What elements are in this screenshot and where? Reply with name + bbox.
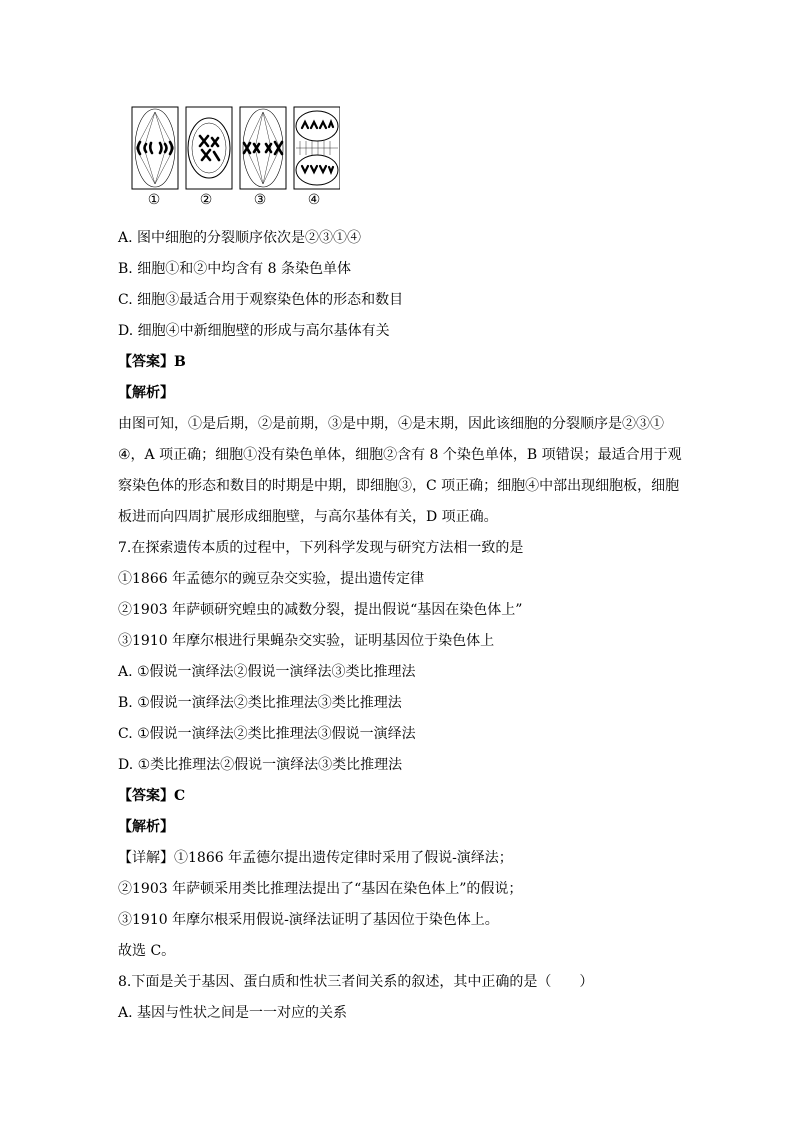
q7-option-b: B. ①假说一演绎法②类比推理法③类比推理法 [118, 695, 402, 711]
q7-analysis-title: 【解析】 [118, 819, 174, 835]
q6-analysis-line-2: ④，A 项正确；细胞①没有染色单体，细胞②含有 8 个染色单体，B 项错误；最适合用于观 [118, 447, 682, 463]
q6-option-d: D. 细胞④中新细胞壁的形成与高尔基体有关 [118, 323, 390, 339]
q6-option-c: C. 细胞③最适合用于观察染色体的形态和数目 [118, 292, 404, 308]
q7-analysis-line-4: 故选 C。 [118, 943, 176, 959]
q7-answer: 【答案】C [118, 788, 186, 804]
figure-label-1: ① [147, 192, 161, 208]
q7-option-c: C. ①假说一演绎法②类比推理法③假说一演绎法 [118, 726, 416, 742]
q7-item-3: ③1910 年摩尔根进行果蝇杂交实验，证明基因位于染色体上 [118, 633, 495, 649]
cell-division-figure [130, 106, 340, 208]
q6-analysis-line-4: 板进而向四周扩展形成细胞壁，与高尔基体有关，D 项正确。 [118, 509, 498, 525]
q7-item-2: ②1903 年萨顿研究蝗虫的减数分裂，提出假说“基因在染色体上” [118, 602, 523, 618]
q6-option-b: B. 细胞①和②中均含有 8 条染色单体 [118, 261, 351, 277]
q7-stem: 7.在探索遗传本质的过程中，下列科学发现与研究方法相一致的是 [118, 540, 524, 556]
q8-option-a: A. 基因与性状之间是一一对应的关系 [118, 1005, 348, 1021]
q7-analysis-line-2: ②1903 年萨顿采用类比推理法提出了“基因在染色体上”的假说； [118, 881, 523, 897]
q6-option-a: A. 图中细胞的分裂顺序依次是②③①④ [118, 230, 362, 246]
q7-analysis-line-3: ③1910 年摩尔根采用假说-演绎法证明了基因位于染色体上。 [118, 912, 499, 928]
q6-analysis-title: 【解析】 [118, 385, 174, 401]
q6-analysis-line-3: 察染色体的形态和数目的时期是中期，即细胞③，C 项正确；细胞④中部出现细胞板，细胞 [118, 478, 680, 494]
q7-analysis-line-1: 【详解】①1866 年孟德尔提出遗传定律时采用了假说-演绎法； [118, 850, 513, 866]
q7-item-1: ①1866 年孟德尔的豌豆杂交实验，提出遗传定律 [118, 571, 425, 587]
q6-analysis-line-1: 由图可知，①是后期，②是前期，③是中期，④是末期，因此该细胞的分裂顺序是②③① [118, 416, 664, 432]
q7-option-a: A. ①假说一演绎法②假说一演绎法③类比推理法 [118, 664, 416, 680]
figure-label-4: ④ [307, 192, 321, 208]
figure-label-3: ③ [253, 192, 267, 208]
q6-answer: 【答案】B [118, 354, 186, 370]
q7-option-d: D. ①类比推理法②假说一演绎法③类比推理法 [118, 757, 403, 773]
cell-2-frame [186, 107, 232, 189]
figure-label-2: ② [199, 192, 213, 208]
q8-stem: 8.下面是关于基因、蛋白质和性状三者间关系的叙述，其中正确的是（ ） [118, 974, 594, 990]
